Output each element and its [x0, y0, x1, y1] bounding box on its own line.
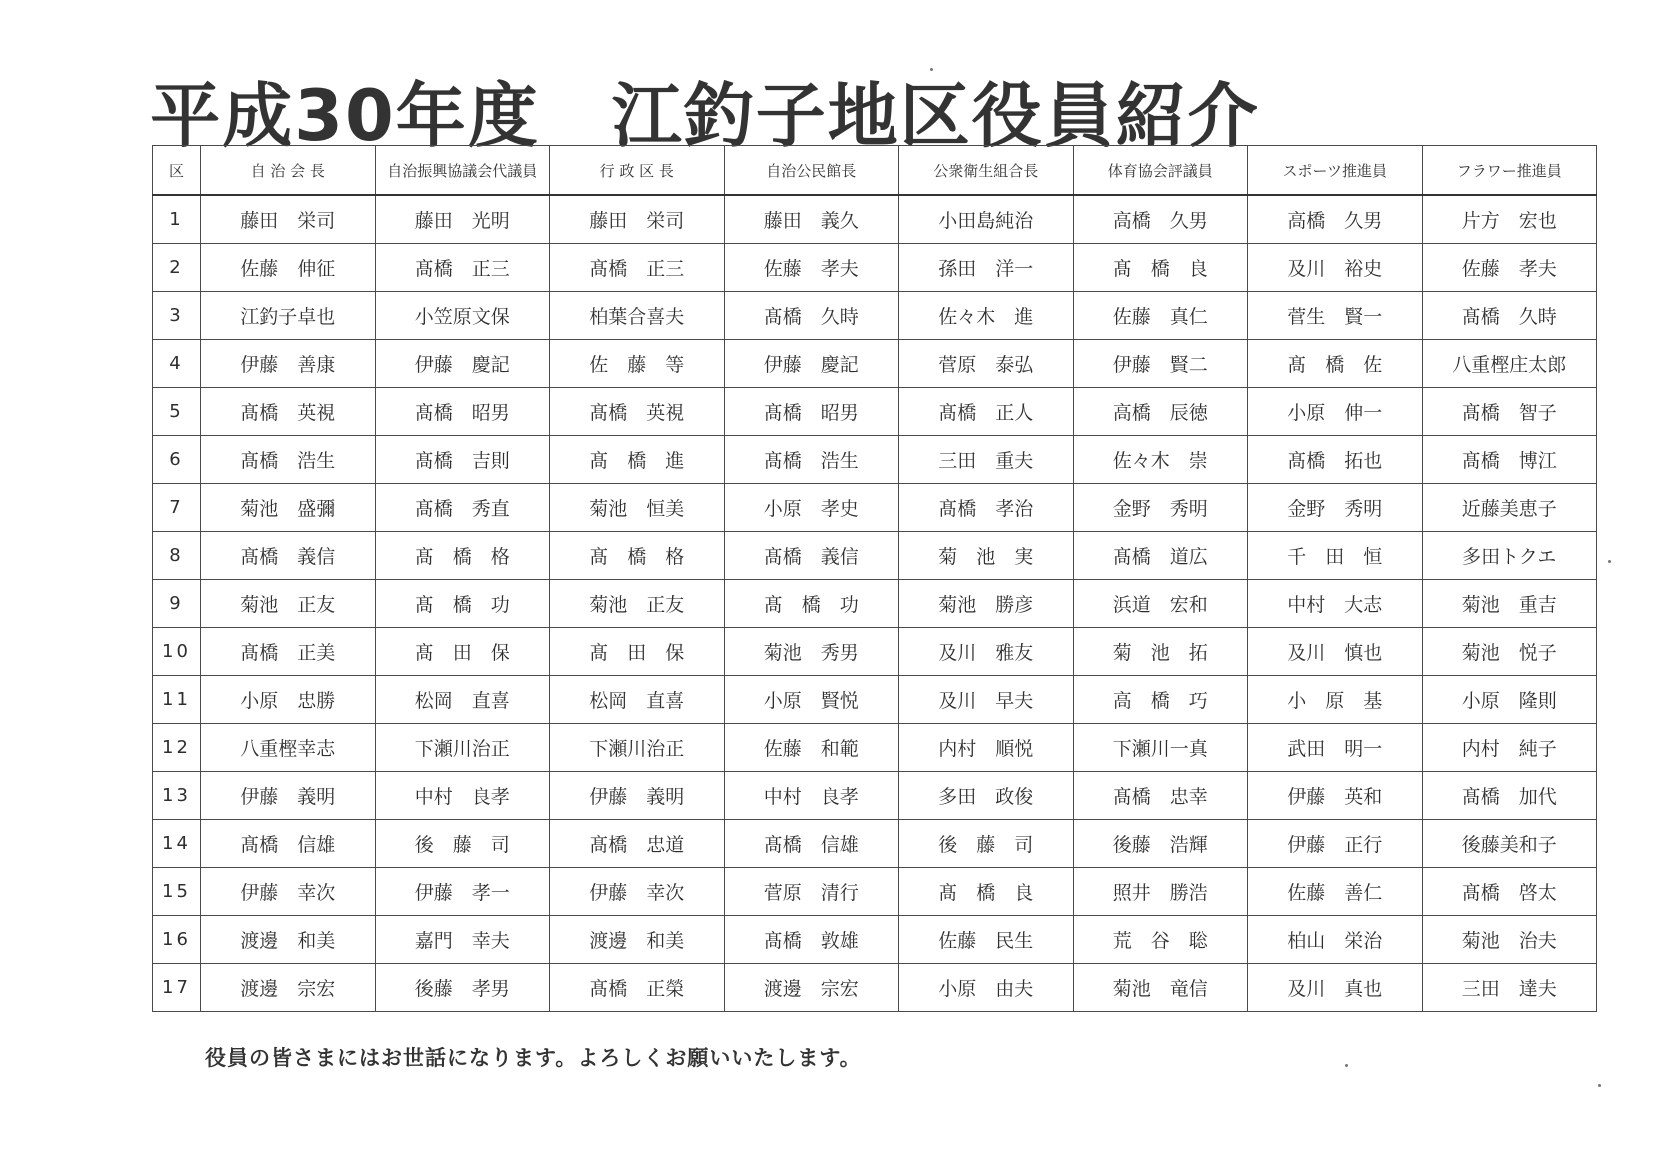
column-header-sanitation-union-chair: 公衆衛生組合長 [899, 146, 1074, 196]
officer-name-cell: 菊池 勝彦 [899, 580, 1074, 628]
officer-name-cell: 髙橋 義信 [724, 532, 899, 580]
table-header-row [153, 146, 1597, 196]
officer-name-cell: 伊藤 英和 [1248, 772, 1423, 820]
officer-name-cell: 髙橋 昭男 [724, 388, 899, 436]
table-row [153, 195, 1597, 244]
officer-name-cell: 内村 順悦 [899, 724, 1074, 772]
officer-name-cell: 伊藤 幸次 [550, 868, 725, 916]
officer-name-cell: 孫田 洋一 [899, 244, 1074, 292]
officer-name-cell: 佐藤 民生 [899, 916, 1074, 964]
table-row [153, 676, 1597, 724]
officer-name-cell: 佐藤 真仁 [1073, 292, 1248, 340]
footer-note: 役員の皆さまにはお世話になります。よろしくお願いいたします。 [205, 1046, 862, 1070]
area-number-cell: 4 [153, 340, 201, 388]
officer-name-cell: 菊池 正友 [550, 580, 725, 628]
officer-name-cell: 多田 政俊 [899, 772, 1074, 820]
officer-name-cell: 多田トクエ [1422, 532, 1597, 580]
officer-name-cell: 下瀬川治正 [375, 724, 550, 772]
officer-name-cell: 髙橋 信雄 [201, 820, 376, 868]
officer-name-cell: 武田 明一 [1248, 724, 1423, 772]
officer-name-cell: 佐々木 崇 [1073, 436, 1248, 484]
officer-name-cell: 及川 早夫 [899, 676, 1074, 724]
officer-name-cell: 佐藤 和範 [724, 724, 899, 772]
officer-name-cell: 髙橋 智子 [1422, 388, 1597, 436]
officer-name-cell: 三田 重夫 [899, 436, 1074, 484]
officer-name-cell: 渡邊 和美 [550, 916, 725, 964]
officer-name-cell: 菅原 泰弘 [899, 340, 1074, 388]
officer-name-cell: 高 橋 巧 [1073, 676, 1248, 724]
officer-name-cell: 菊池 治夫 [1422, 916, 1597, 964]
officer-name-cell: 菊池 秀男 [724, 628, 899, 676]
area-number-cell: 16 [153, 916, 201, 964]
officer-name-cell: 後 藤 司 [899, 820, 1074, 868]
table-row [153, 244, 1597, 292]
table-row [153, 916, 1597, 964]
area-number-cell: 8 [153, 532, 201, 580]
officer-name-cell: 小笠原文保 [375, 292, 550, 340]
officer-name-cell: 菅生 賢一 [1248, 292, 1423, 340]
officer-name-cell: 内村 純子 [1422, 724, 1597, 772]
officer-name-cell: 髙橋 義信 [201, 532, 376, 580]
table-row [153, 532, 1597, 580]
officer-name-cell: 藤田 栄司 [550, 195, 725, 244]
table-row [153, 820, 1597, 868]
column-header-neighborhood-chair: 自 治 会 長 [201, 146, 376, 196]
officer-name-cell: 小原 由夫 [899, 964, 1074, 1012]
officer-name-cell: 髙橋 信雄 [724, 820, 899, 868]
officer-name-cell: 伊藤 慶記 [375, 340, 550, 388]
officer-name-cell: 伊藤 正行 [1248, 820, 1423, 868]
officer-name-cell: 千 田 恒 [1248, 532, 1423, 580]
officer-name-cell: 三田 達夫 [1422, 964, 1597, 1012]
table-row [153, 580, 1597, 628]
officer-name-cell: 藤田 光明 [375, 195, 550, 244]
area-number-cell: 17 [153, 964, 201, 1012]
column-header-community-hall-director: 自治公民館長 [724, 146, 899, 196]
area-number-cell: 11 [153, 676, 201, 724]
officer-name-cell: 下瀬川一真 [1073, 724, 1248, 772]
officer-name-cell: 菊池 重吉 [1422, 580, 1597, 628]
column-header-flower-promoter: フラワー推進員 [1422, 146, 1597, 196]
officer-name-cell: 髙橋 英視 [201, 388, 376, 436]
officer-name-cell: 及川 真也 [1248, 964, 1423, 1012]
officer-name-cell: 菊池 恒美 [550, 484, 725, 532]
officer-name-cell: 浜道 宏和 [1073, 580, 1248, 628]
officer-name-cell: 菊池 正友 [201, 580, 376, 628]
officer-name-cell: 嘉門 幸夫 [375, 916, 550, 964]
officer-name-cell: 八重樫庄太郎 [1422, 340, 1597, 388]
column-header-ward-chief: 行 政 区 長 [550, 146, 725, 196]
officer-name-cell: 髙橋 忠道 [550, 820, 725, 868]
officer-name-cell: 髙 橋 良 [1073, 244, 1248, 292]
table-row [153, 292, 1597, 340]
officer-name-cell: 髙橋 秀直 [375, 484, 550, 532]
table-row [153, 772, 1597, 820]
officer-name-cell: 髙 橋 進 [550, 436, 725, 484]
officer-name-cell: 髙橋 浩生 [201, 436, 376, 484]
table-row [153, 964, 1597, 1012]
officer-name-cell: 菊 池 拓 [1073, 628, 1248, 676]
officer-name-cell: 髙橋 英視 [550, 388, 725, 436]
area-number-cell: 1 [153, 195, 201, 244]
officer-name-cell: 近藤美恵子 [1422, 484, 1597, 532]
officer-name-cell: 髙橋 拓也 [1248, 436, 1423, 484]
officer-name-cell: 伊藤 義明 [201, 772, 376, 820]
officer-name-cell: 伊藤 慶記 [724, 340, 899, 388]
officer-name-cell: 小原 孝史 [724, 484, 899, 532]
column-header-council-delegate: 自治振興協議会代議員 [375, 146, 550, 196]
area-number-cell: 12 [153, 724, 201, 772]
officer-name-cell: 中村 良孝 [724, 772, 899, 820]
officer-name-cell: 後藤 孝男 [375, 964, 550, 1012]
page-title: 平成30年度 江釣子地区役員紹介 [150, 75, 1260, 157]
officer-name-cell: 後 藤 司 [375, 820, 550, 868]
scan-speck [1598, 1084, 1601, 1087]
officer-name-cell: 渡邊 宗宏 [201, 964, 376, 1012]
officer-name-cell: 小 原 基 [1248, 676, 1423, 724]
officer-name-cell: 佐藤 伸征 [201, 244, 376, 292]
officer-name-cell: 佐 藤 等 [550, 340, 725, 388]
officer-name-cell: 高橋 久男 [1248, 195, 1423, 244]
officer-name-cell: 伊藤 義明 [550, 772, 725, 820]
officer-name-cell: 金野 秀明 [1073, 484, 1248, 532]
officer-name-cell: 伊藤 孝一 [375, 868, 550, 916]
officer-name-cell: 髙橋 忠幸 [1073, 772, 1248, 820]
officer-name-cell: 髙 橋 佐 [1248, 340, 1423, 388]
officer-name-cell: 高橋 辰徳 [1073, 388, 1248, 436]
table-row [153, 436, 1597, 484]
officer-name-cell: 江釣子卓也 [201, 292, 376, 340]
officer-name-cell: 柏山 栄治 [1248, 916, 1423, 964]
officer-name-cell: 小原 隆則 [1422, 676, 1597, 724]
officer-name-cell: 菊 池 実 [899, 532, 1074, 580]
table-body [153, 195, 1597, 1012]
officer-name-cell: 下瀬川治正 [550, 724, 725, 772]
officer-name-cell: 中村 良孝 [375, 772, 550, 820]
officer-name-cell: 小原 忠勝 [201, 676, 376, 724]
officer-name-cell: 後藤美和子 [1422, 820, 1597, 868]
officer-name-cell: 佐藤 孝夫 [1422, 244, 1597, 292]
officer-name-cell: 松岡 直喜 [375, 676, 550, 724]
officer-name-cell: 髙橋 道広 [1073, 532, 1248, 580]
table-row [153, 340, 1597, 388]
officer-name-cell: 髙橋 久時 [724, 292, 899, 340]
table-row [153, 388, 1597, 436]
officer-name-cell: 髙橋 加代 [1422, 772, 1597, 820]
officer-name-cell: 後藤 浩輝 [1073, 820, 1248, 868]
officer-name-cell: 及川 雅友 [899, 628, 1074, 676]
officer-name-cell: 髙 橋 良 [899, 868, 1074, 916]
officer-name-cell: 片方 宏也 [1422, 195, 1597, 244]
officer-name-cell: 髙橋 浩生 [724, 436, 899, 484]
officer-name-cell: 八重樫幸志 [201, 724, 376, 772]
officer-name-cell: 及川 慎也 [1248, 628, 1423, 676]
table-row [153, 484, 1597, 532]
officer-name-cell: 伊藤 幸次 [201, 868, 376, 916]
officer-name-cell: 髙橋 正三 [375, 244, 550, 292]
officer-name-cell: 松岡 直喜 [550, 676, 725, 724]
officer-name-cell: 佐藤 善仁 [1248, 868, 1423, 916]
officer-name-cell: 髙 田 保 [550, 628, 725, 676]
officer-name-cell: 髙橋 正美 [201, 628, 376, 676]
officer-name-cell: 髙橋 吉則 [375, 436, 550, 484]
area-number-cell: 10 [153, 628, 201, 676]
officer-name-cell: 髙橋 孝治 [899, 484, 1074, 532]
officer-name-cell: 荒 谷 聡 [1073, 916, 1248, 964]
officer-name-cell: 佐藤 孝夫 [724, 244, 899, 292]
column-header-area: 区 [153, 146, 201, 196]
officer-name-cell: 菅原 清行 [724, 868, 899, 916]
column-header-sports-assoc-councilor: 体育協会評議員 [1073, 146, 1248, 196]
table-row [153, 628, 1597, 676]
officer-roster-table [152, 145, 1597, 1012]
officer-name-cell: 菊池 盛彌 [201, 484, 376, 532]
officer-name-cell: 渡邊 宗宏 [724, 964, 899, 1012]
officer-name-cell: 藤田 栄司 [201, 195, 376, 244]
officer-name-cell: 髙 田 保 [375, 628, 550, 676]
officer-name-cell: 小田島純治 [899, 195, 1074, 244]
officer-name-cell: 及川 裕史 [1248, 244, 1423, 292]
officer-name-cell: 髙 橋 功 [375, 580, 550, 628]
officer-name-cell: 照井 勝浩 [1073, 868, 1248, 916]
scan-speck [930, 68, 933, 71]
officer-name-cell: 小原 伸一 [1248, 388, 1423, 436]
officer-name-cell: 髙橋 正三 [550, 244, 725, 292]
officer-name-cell: 髙橋 久時 [1422, 292, 1597, 340]
officer-name-cell: 髙 橋 格 [375, 532, 550, 580]
officer-name-cell: 髙 橋 格 [550, 532, 725, 580]
officer-name-cell: 髙橋 博江 [1422, 436, 1597, 484]
officer-name-cell: 佐々木 進 [899, 292, 1074, 340]
officer-name-cell: 藤田 義久 [724, 195, 899, 244]
officer-name-cell: 髙 橋 功 [724, 580, 899, 628]
officer-name-cell: 伊藤 賢二 [1073, 340, 1248, 388]
officer-name-cell: 髙橋 啓太 [1422, 868, 1597, 916]
officer-name-cell: 高橋 久男 [1073, 195, 1248, 244]
area-number-cell: 2 [153, 244, 201, 292]
area-number-cell: 15 [153, 868, 201, 916]
scan-speck [1608, 560, 1611, 563]
table-row [153, 868, 1597, 916]
scan-speck [1345, 1064, 1348, 1067]
officer-name-cell: 髙橋 正榮 [550, 964, 725, 1012]
officer-name-cell: 菊池 竜信 [1073, 964, 1248, 1012]
officer-name-cell: 渡邊 和美 [201, 916, 376, 964]
area-number-cell: 3 [153, 292, 201, 340]
area-number-cell: 7 [153, 484, 201, 532]
officer-name-cell: 髙橋 敦雄 [724, 916, 899, 964]
officer-name-cell: 金野 秀明 [1248, 484, 1423, 532]
officer-name-cell: 中村 大志 [1248, 580, 1423, 628]
area-number-cell: 9 [153, 580, 201, 628]
officer-name-cell: 伊藤 善康 [201, 340, 376, 388]
officer-name-cell: 菊池 悦子 [1422, 628, 1597, 676]
column-header-sports-promoter: スポーツ推進員 [1248, 146, 1423, 196]
officer-name-cell: 柏葉合喜夫 [550, 292, 725, 340]
officer-name-cell: 髙橋 昭男 [375, 388, 550, 436]
area-number-cell: 5 [153, 388, 201, 436]
area-number-cell: 6 [153, 436, 201, 484]
officer-name-cell: 髙橋 正人 [899, 388, 1074, 436]
table-row [153, 724, 1597, 772]
officer-name-cell: 小原 賢悦 [724, 676, 899, 724]
area-number-cell: 14 [153, 820, 201, 868]
area-number-cell: 13 [153, 772, 201, 820]
